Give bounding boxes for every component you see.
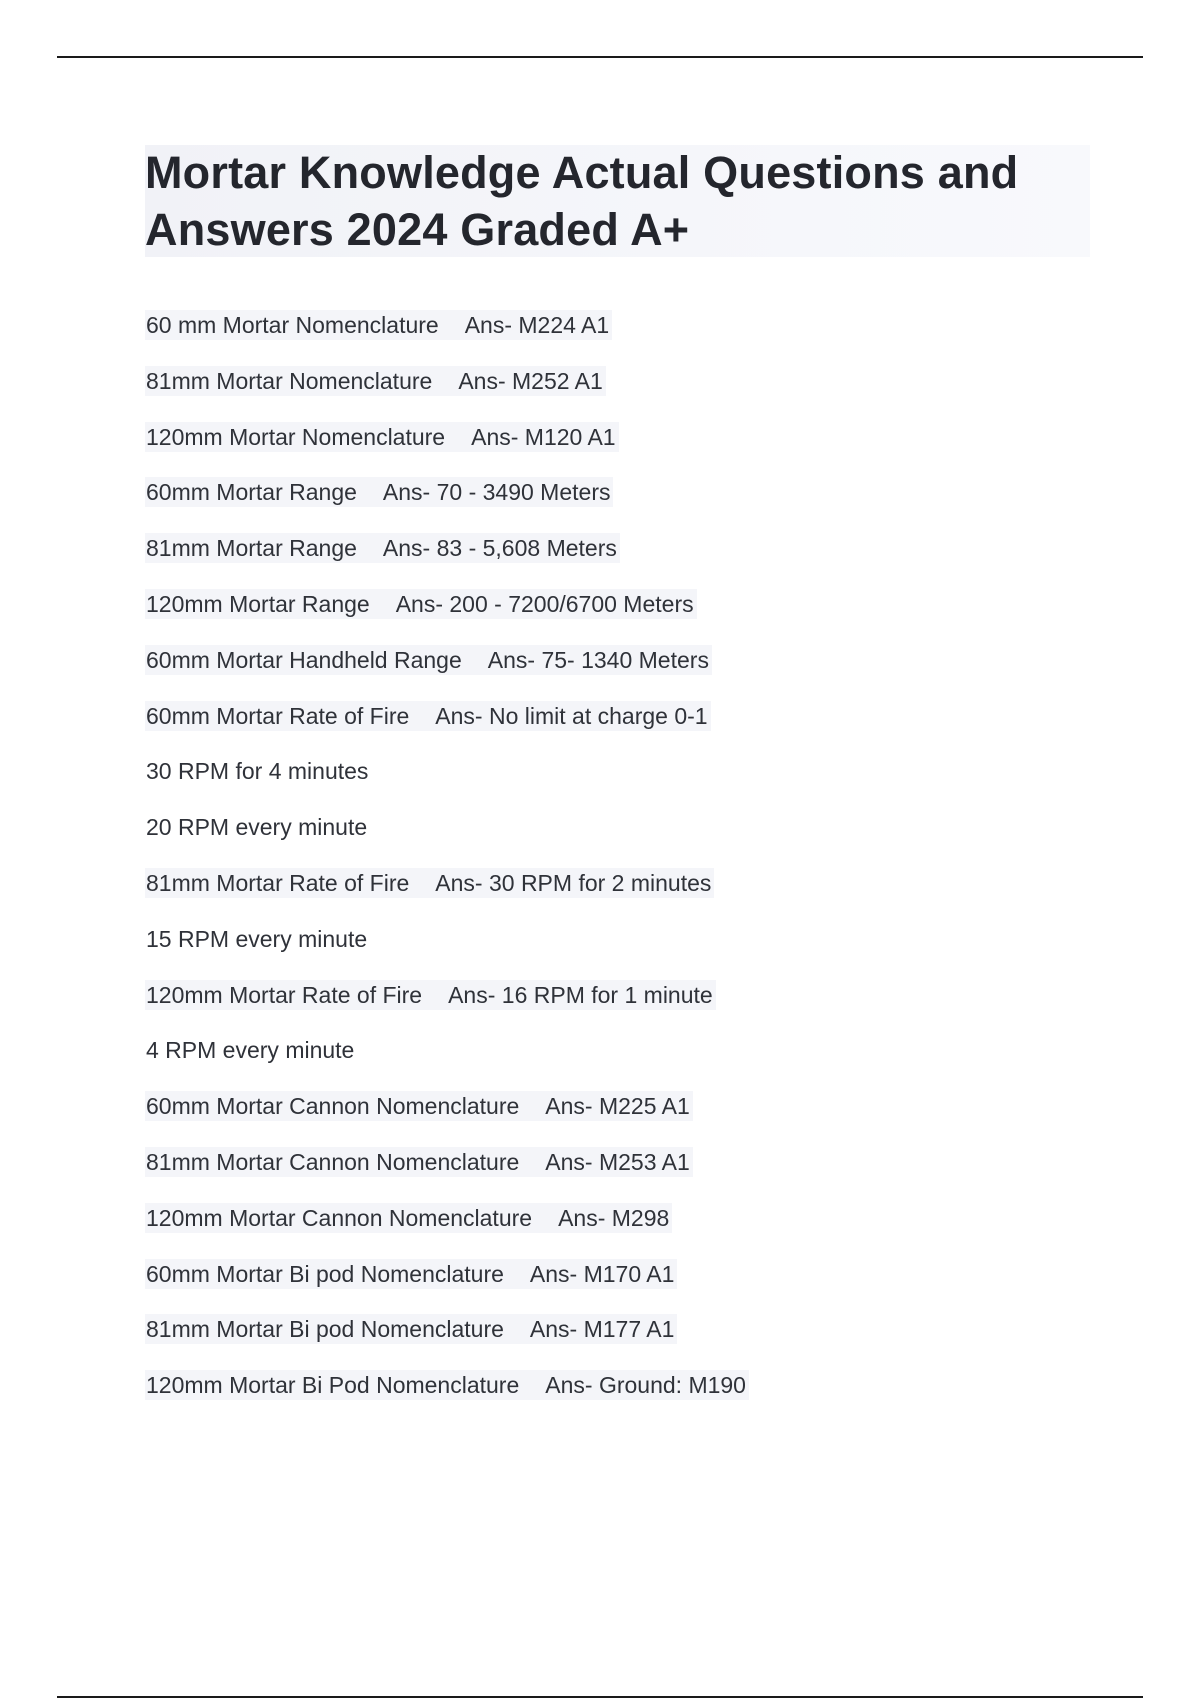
list-item: [145, 924, 749, 980]
top-divider: [57, 56, 1143, 58]
answer-text: Ans- M224 A1: [464, 312, 610, 338]
qa-pair: [145, 980, 716, 1010]
answer-text: Ans- 75- 1340 Meters: [487, 646, 709, 673]
qa-pair: [145, 1203, 672, 1233]
question-text: 81mm Mortar Range: [146, 535, 357, 562]
list-item: [145, 701, 749, 757]
answer-text: Ans- M252 A1: [458, 367, 603, 394]
answer-text: Ans- 83 - 5,608 Meters: [382, 535, 617, 562]
bottom-divider: [57, 1696, 1143, 1698]
list-item: [145, 366, 749, 422]
qa-pair: [145, 366, 606, 396]
question-text: 60 mm Mortar Nomenclature: [146, 312, 439, 338]
list-item: [145, 1203, 749, 1259]
list-item: [145, 1314, 749, 1370]
question-text: 120mm Mortar Nomenclature: [146, 423, 446, 450]
answer-text: Ans- 200 - 7200/6700 Meters: [395, 590, 694, 617]
list-item: [145, 1259, 749, 1315]
continuation-text: 4 RPM every minute: [146, 1037, 355, 1064]
question-text: 60mm Mortar Bi pod Nomenclature: [146, 1260, 504, 1287]
list-item: [145, 1035, 749, 1091]
qa-pair: [145, 422, 619, 452]
question-text: 60mm Mortar Rate of Fire: [146, 702, 410, 729]
answer-text: Ans- M225 A1: [545, 1093, 690, 1120]
list-item: [145, 310, 749, 366]
answer-text: Ans- Ground: M190: [545, 1372, 746, 1399]
list-item: [145, 645, 749, 701]
list-item: [145, 812, 749, 868]
answer-text: Ans- 30 RPM for 2 minutes: [435, 869, 712, 896]
answer-text: Ans- M170 A1: [529, 1260, 675, 1287]
question-text: 120mm Mortar Cannon Nomenclature: [146, 1204, 533, 1231]
qa-list: [145, 310, 749, 1426]
list-item: [145, 980, 749, 1036]
qa-pair: [145, 701, 711, 731]
qa-pair: [145, 477, 613, 507]
question-text: 120mm Mortar Rate of Fire: [146, 981, 423, 1008]
list-item: [145, 477, 749, 533]
answer-text: Ans- M298: [558, 1204, 670, 1231]
list-item: [145, 1370, 749, 1426]
question-text: 120mm Mortar Bi Pod Nomenclature: [146, 1372, 520, 1399]
qa-pair: [145, 1147, 693, 1177]
question-text: 81mm Mortar Bi pod Nomenclature: [146, 1316, 504, 1343]
question-text: 60mm Mortar Cannon Nomenclature: [146, 1093, 520, 1120]
question-text: 120mm Mortar Range: [146, 590, 370, 617]
answer-text: Ans- M120 A1: [471, 423, 616, 450]
list-item: [145, 1091, 749, 1147]
qa-pair: [145, 868, 714, 898]
page-title: Mortar Knowledge Actual Questions and Answers 2024 Graded A+: [145, 147, 1019, 255]
question-text: 60mm Mortar Handheld Range: [146, 646, 462, 673]
qa-pair: [145, 1314, 677, 1344]
question-text: 81mm Mortar Nomenclature: [146, 367, 433, 394]
list-item: [145, 533, 749, 589]
answer-text: Ans- M177 A1: [529, 1316, 675, 1343]
list-item: [145, 868, 749, 924]
qa-pair: [145, 533, 620, 563]
answer-text: Ans- No limit at charge 0-1: [435, 702, 708, 729]
list-item: [145, 1147, 749, 1203]
question-text: 81mm Mortar Rate of Fire: [146, 869, 410, 896]
question-text: 60mm Mortar Range: [146, 479, 357, 506]
qa-pair: [145, 1091, 693, 1121]
answer-text: Ans- 70 - 3490 Meters: [382, 479, 611, 506]
answer-text: Ans- M253 A1: [545, 1148, 690, 1175]
answer-text: Ans- 16 RPM for 1 minute: [448, 981, 713, 1008]
qa-pair: [145, 1259, 677, 1289]
continuation-text: 20 RPM every minute: [146, 814, 368, 841]
qa-pair: [145, 310, 612, 340]
continuation-text: 15 RPM every minute: [146, 925, 368, 952]
continuation-text: 30 RPM for 4 minutes: [146, 758, 369, 785]
qa-pair: [145, 589, 697, 619]
question-text: 81mm Mortar Cannon Nomenclature: [146, 1148, 520, 1175]
qa-pair: [145, 1370, 749, 1400]
list-item: [145, 589, 749, 645]
list-item: [145, 422, 749, 478]
qa-pair: [145, 645, 712, 675]
list-item: [145, 756, 749, 812]
